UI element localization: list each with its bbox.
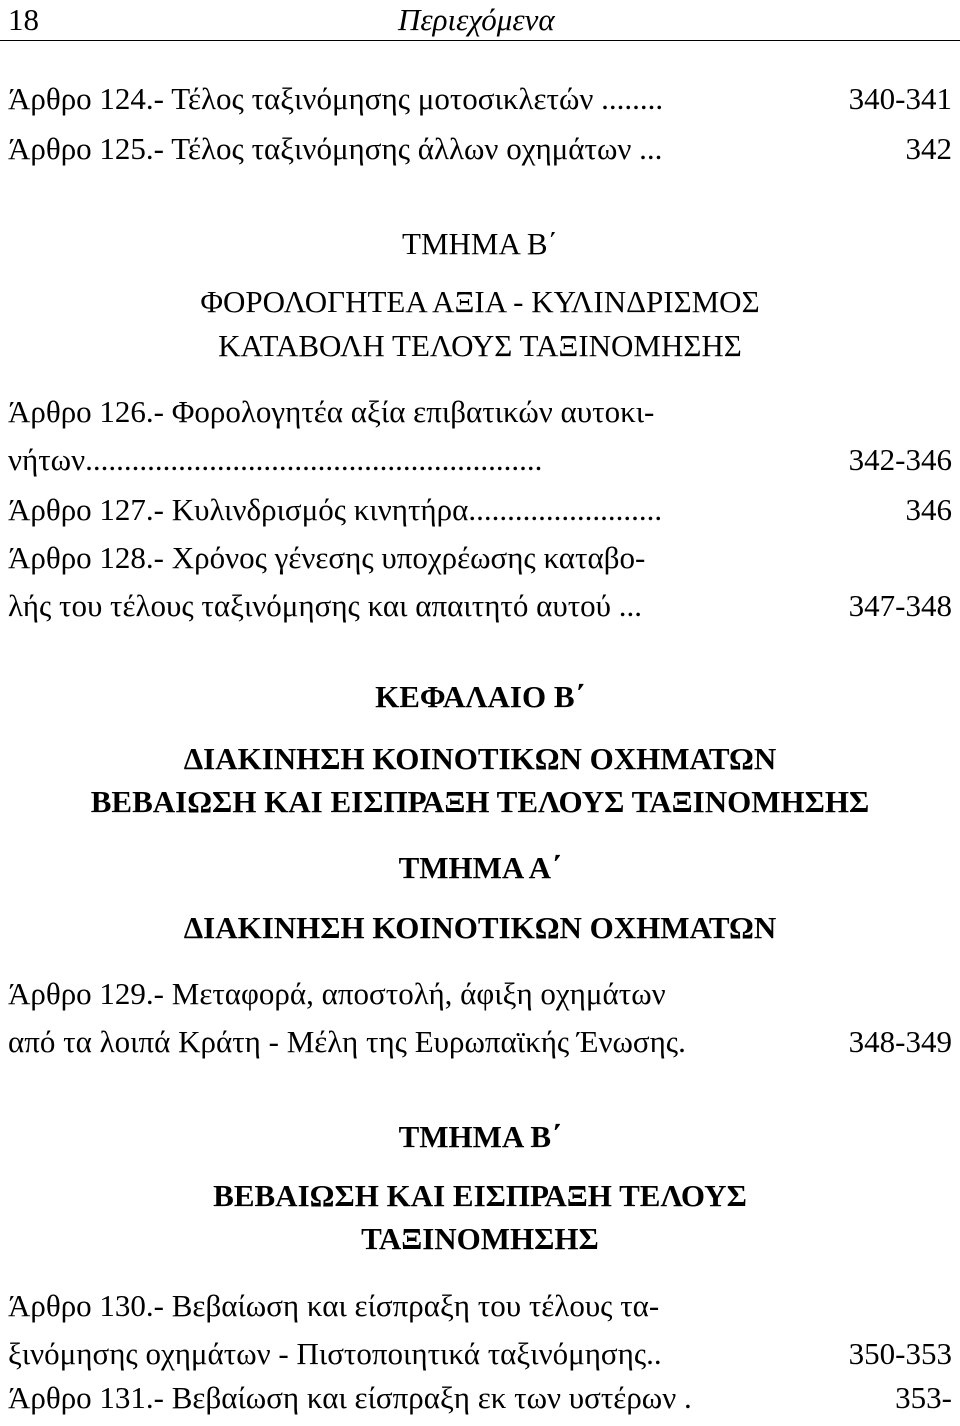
entry-pages: 347-348: [848, 588, 952, 623]
entry-text: Άρθρο 124.- Τέλος ταξινόμησης μοτοσικλετών ........: [8, 81, 664, 116]
section-title-line: ΚΑΤΑΒΟΛΗ ΤΕΛΟΥΣ ΤΑΞΙΝΟΜΗΣΗΣ: [218, 328, 742, 363]
entry-text: Άρθρο 126.- Φορολογητέα αξία επιβατικών αυτοκι-: [8, 394, 655, 429]
entry-pages: 340-341: [848, 81, 952, 116]
page-header: [0, 0, 960, 41]
section-title-line: ΤΑΞΙΝΟΜΗΣΗΣ: [361, 1221, 599, 1256]
entry-text: ξινόμησης οχημάτων - Πιστοποιητικά ταξινόμησης..: [8, 1336, 662, 1371]
chapter-title-line: ΔΙΑΚΙΝΗΣΗ ΚΟΙΝΟΤΙΚΩΝ ΟΧΗΜΑΤΩΝ: [183, 741, 777, 776]
chapter-label: ΚΕΦΑΛΑΙΟ Β΄: [375, 679, 585, 714]
entry-pages: 342: [905, 131, 952, 166]
running-title: Περιεχόμενα: [398, 2, 555, 37]
toc-entry-art131: [8, 1374, 952, 1422]
toc-entry-art129: [8, 970, 952, 1066]
section-label: ΤΜΗΜΑ Α΄: [398, 850, 562, 885]
toc-entry-art130: [8, 1282, 952, 1378]
page-number: 18: [8, 2, 39, 37]
entry-text: λής του τέλους ταξινόμησης και απαιτητό αυτού ...: [8, 588, 643, 623]
entry-text: Άρθρο 127.- Κυλινδρισμός κινητήρα.........................: [8, 492, 663, 527]
section-title-line: ΒΕΒΑΙΩΣΗ ΚΑΙ ΕΙΣΠΡΑΞΗ ΤΕΛΟΥΣ: [213, 1178, 747, 1213]
section-label: ΤΜΗΜΑ Β΄: [398, 1119, 562, 1154]
section-title-line: ΦΟΡΟΛΟΓΗΤΕΑ ΑΞΙΑ - ΚΥΛΙΝΔΡΙΣΜΟΣ: [200, 284, 760, 319]
entry-text: Άρθρο 130.- Βεβαίωση και είσπραξη του τέλους τα-: [8, 1288, 660, 1323]
toc-entry-art126: [8, 388, 952, 484]
section-label: ΤΜΗΜΑ Β΄: [402, 226, 558, 261]
section-title-line: ΔΙΑΚΙΝΗΣΗ ΚΟΙΝΟΤΙΚΩΝ ΟΧΗΜΑΤΩΝ: [183, 910, 777, 945]
entry-text: Άρθρο 129.- Μεταφορά, αποστολή, άφιξη οχημάτων: [8, 976, 666, 1011]
chapter-title-line: ΒΕΒΑΙΩΣΗ ΚΑΙ ΕΙΣΠΡΑΞΗ ΤΕΛΟΥΣ ΤΑΞΙΝΟΜΗΣΗΣ: [90, 784, 870, 819]
entry-pages: 353-: [895, 1380, 952, 1415]
toc-entry-art124: [8, 75, 952, 123]
entry-text: Άρθρο 125.- Τέλος ταξινόμησης άλλων οχημάτων ...: [8, 131, 663, 166]
entry-pages: 342-346: [848, 442, 952, 477]
entry-text: Άρθρο 128.- Χρόνος γένεσης υποχρέωσης καταβο-: [8, 540, 646, 575]
entry-text: Άρθρο 131.- Βεβαίωση και είσπραξη εκ των υστέρων .: [8, 1380, 692, 1415]
entry-pages: 350-353: [848, 1336, 952, 1371]
entry-pages: 348-349: [848, 1024, 952, 1059]
toc-entry-art128: [8, 534, 952, 630]
toc-entry-art127: [8, 486, 952, 534]
entry-pages: 346: [905, 492, 952, 527]
toc-entry-art125: [8, 125, 952, 173]
entry-text: νήτων...........................................................: [8, 442, 543, 477]
entry-text: από τα λοιπά Κράτη - Μέλη της Ευρωπαϊκής Ένωσης.: [8, 1024, 686, 1059]
